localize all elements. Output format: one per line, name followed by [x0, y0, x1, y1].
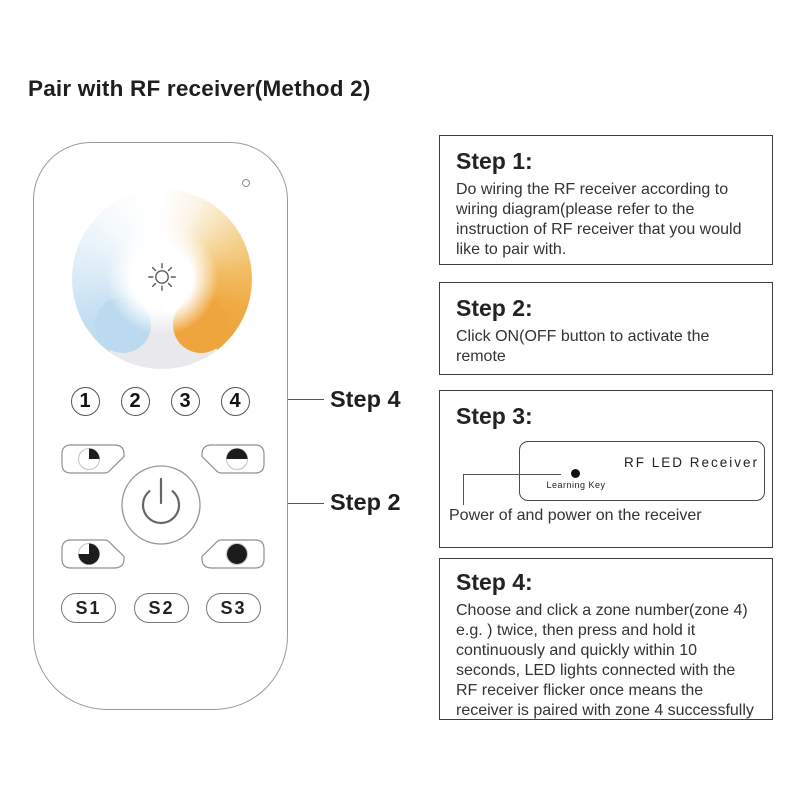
step-3-body: Power of and power on the receiver [449, 507, 702, 524]
power-button[interactable] [121, 465, 201, 545]
zone-3-label: 3 [179, 389, 191, 412]
brightness-50-icon [201, 444, 265, 474]
step-2-box [439, 282, 773, 375]
step-3-box [439, 390, 773, 548]
sun-icon [147, 262, 177, 297]
step-4-body: Choose and click a zone number(zone 4) e.g. ) twice, then press and hold it continuously and quickly within 10 seconds, LED lights connected with the RF receiver flicker once means the receiver is paired with zone 4 successfully [456, 602, 754, 719]
scene-s3-label: S3 [220, 597, 247, 618]
zone-2-button[interactable] [121, 387, 150, 416]
scene-s1-button[interactable] [61, 593, 116, 623]
scene-s2-button[interactable] [134, 593, 189, 623]
led-indicator-dot [242, 179, 250, 187]
brightness-75-icon [61, 539, 125, 569]
step-1-heading: Step 1: [456, 148, 533, 174]
step-4-box [439, 558, 773, 720]
scene-s1-label: S1 [75, 597, 102, 618]
step-1-box [439, 135, 773, 265]
callout-step2-label: Step 2 [330, 489, 401, 515]
rf-receiver-label: RF LED Receiver [624, 455, 760, 470]
page-title: Pair with RF receiver(Method 2) [28, 76, 371, 101]
learning-key-dot [571, 469, 580, 478]
scene-s2-label: S2 [148, 597, 175, 618]
brightness-100-icon [201, 539, 265, 569]
zone-1-label: 1 [79, 389, 91, 412]
step-2-body: Click ON(OFF button to activate the remote [456, 328, 710, 366]
zone-3-button[interactable] [171, 387, 200, 416]
brightness-25-icon [61, 444, 125, 474]
wheel-center-button[interactable] [131, 248, 193, 310]
zone-4-button[interactable] [221, 387, 250, 416]
brightness-50-button[interactable] [201, 444, 265, 474]
color-temperature-wheel[interactable] [72, 189, 252, 369]
brightness-25-button[interactable] [61, 444, 125, 474]
zone-1-button[interactable] [71, 387, 100, 416]
step-1-body: Do wiring the RF receiver according to wiring diagram(please refer to the instruction of RF receiver that you would like to pair with. [456, 181, 742, 258]
callout-step4-label: Step 4 [330, 386, 401, 412]
remote-control [33, 142, 288, 710]
zone-2-label: 2 [129, 389, 141, 412]
brightness-75-button[interactable] [61, 539, 125, 569]
zone-4-label: 4 [229, 389, 241, 412]
scene-s3-button[interactable] [206, 593, 261, 623]
step-3-heading: Step 3: [456, 403, 533, 429]
learning-key-label: Learning Key [546, 480, 606, 490]
step-2-heading: Step 2: [456, 295, 533, 321]
step-4-heading: Step 4: [456, 569, 533, 595]
learning-key-pointer-line [463, 474, 561, 505]
brightness-100-button[interactable] [201, 539, 265, 569]
